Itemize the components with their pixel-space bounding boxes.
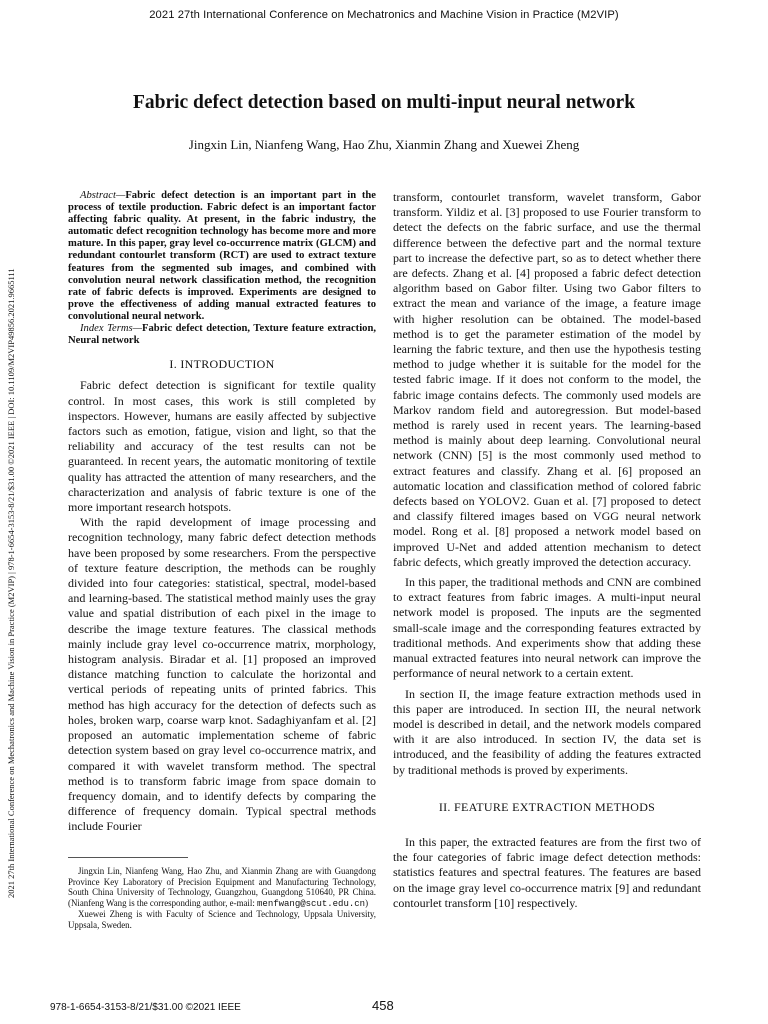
page-number: 458 bbox=[372, 998, 394, 1013]
abstract-text: Fabric defect detection is an important part in the process of textile production. Fabric defect is an important factor affecting fabric quality. At present, in the fabric industry, the automatic defect recognition technology has become more and more mature. In this paper, gray level co-occurrence matrix (GLCM) and redundant contourlet transform (RCT) are used to extract texture features from the segmented sub images, and combined with convolution neural network classification method, the recognition rate of fabric defects is improved. Experiments are designed to prove the effectiveness of adding manual extracted features to convolutional neural network. bbox=[68, 190, 376, 322]
index-terms-text: Fabric defect detection, Texture feature extraction, Neural network bbox=[68, 323, 376, 347]
author-list: Jingxin Lin, Nianfeng Wang, Hao Zhu, Xianmin Zhang and Xuewei Zheng bbox=[188, 137, 580, 152]
intro-paragraph-1: Fabric defect detection is significant for textile quality control. In most cases, this work is still completed by inspectors. However, humans are easily affected by subjective factors such as emotion, fatigue, vision and light, so that the reliability and accuracy of the test results can not be guaranteed. In recent years, the automatic monitoring of textile quality has attracted the attention of many researchers, and the characterization and analysis of fabric texture is one of the more important research hotspots. bbox=[68, 378, 376, 515]
index-terms-lead: Index Terms— bbox=[80, 323, 143, 335]
intro-paragraph-2: With the rapid development of image processing and recognition technology, many fabric defect detection methods have been proposed by some researchers. From the perspective of texture feature description, the methods can be roughly divided into four categories: statistical, spectral, model-based and learning-based. The statistical method mainly uses the gray value and spatial distribution of each pixel in the image to describe the image texture features. The classical methods mainly include gray level co-occurrence matrix, morphology, histogram analysis. Biradar et al. [1] proposed an improved distance matching function to calculate the horizontal and vertical periods of repeating units of printed fabrics. This method has high accuracy for the detection of defects such as holes, broken warp, coarse warp knot. Sadaghiyanfam et al. [2] proposed an automatic implementation scheme of fabric detection system based on gray level co-occurrence matrix, and compared it with wavelet transform method. The spectral method is to transform fabric image from space domain to frequency domain, and to identify defects by comparing the difference of frequency domain. Typical spectral methods include Fourier bbox=[68, 515, 376, 834]
corresponding-email: menfwang@scut.edu.cn bbox=[257, 898, 366, 909]
index-terms bbox=[68, 323, 376, 347]
intro-paragraph-3: transform, contourlet transform, wavelet transform, Gabor transform. Yildiz et al. [3] proposed to use Fourier transform to detect the defects on the fabric surface, and use the thermal difference between the defective part and the normal texture part to increase the defective part, so as to detect whether there are defects. Zhang et al. [4] proposed a fabric defect detection algorithm based on Gabor filter. Using two Gabor filters to extract the mean and variance of the image, a feature image with higher resolution can be obtained. The model-based method is to get the parameter estimation of the model by learning the fabric texture, and then use the hypothesis testing method to judge whether it is suitable for the model for the tested fabric image. If it does not conform to the model, the fabric image contains defects. The commonly used models are Markov random field and autoregression. But model-based method is rarely used in recent years. The learning-based method is mainly about deep learning. Convolutional neural network (CNN) [5] is the most commonly used method to extract features and classify. Zhang et al. [6] proposed an automatic location and classification method of colored fabric defects based on YOLOV2. Guan et al. [7] proposed to detect and classify filtered images based on VGG neural network model. Rong et al. [8] proposed a network model based on improved U-Net and added attention mechanism to detect fabric defects, which greatly improved the detection accuracy. bbox=[393, 190, 701, 569]
abstract bbox=[68, 190, 376, 323]
isbn-footer: 978-1-6654-3153-8/21/$31.00 ©2021 IEEE bbox=[50, 1002, 241, 1013]
footnotes bbox=[68, 866, 376, 931]
footnote-affiliation-2: Xuewei Zheng is with Faculty of Science and Technology, Uppsala University, Uppsala, Sweden. bbox=[68, 909, 376, 930]
left-column bbox=[68, 190, 376, 835]
paper-title: Fabric defect detection based on multi-input neural network bbox=[132, 92, 636, 113]
intro-paragraph-4: In this paper, the traditional methods and CNN are combined to extract features from fabric images. A multi-input neural network model is proposed. The inputs are the segmented small-scale image and the corresponding features extracted by traditional methods. And experiments show that adding these manual extracted features into neural network can improve the performance of neural network to a certain extent. bbox=[393, 575, 701, 681]
section-heading-introduction: I. INTRODUCTION bbox=[169, 357, 275, 372]
doi-sidebar-text: 2021 27th International Conference on Mechatronics and Machine Vision in Practice (M2VIP) | 978-1-6654-3153-8/21/$31.00 ©2021 IEEE | DOI: 10.1109/M2VIP49856.2021.9665111 bbox=[6, 268, 16, 898]
conference-header: 2021 27th International Conference on Mechatronics and Machine Vision in Practice (M2VIP) bbox=[149, 9, 619, 21]
feature-paragraph-1: In this paper, the extracted features are from the first two of the four categories of fabric image defect detection methods: statistics features and spectral features. The features are based on the image gray level co-occurrence matrix [9] and redundant contourlet transform [10] respectively. bbox=[393, 834, 701, 910]
side-margin bbox=[6, 128, 18, 898]
footnote-divider bbox=[68, 857, 188, 858]
right-column bbox=[393, 190, 701, 911]
footnote-1-end: ) bbox=[365, 897, 369, 908]
footnote-affiliation-1 bbox=[68, 866, 376, 909]
abstract-lead: Abstract— bbox=[80, 190, 126, 201]
footnote-1-text: Jingxin Lin, Nianfeng Wang, Hao Zhu, and Xianmin Zhang are with Guangdong Province Key Laboratory of Precision Equipment and Manufacturing Technology, South China University of Technology, Guangzhou, Guangdong 510640, PR China. (Nianfeng Wang is the corresponding author, e-mail: bbox=[68, 866, 376, 908]
section-heading-feature-extraction: II. FEATURE EXTRACTION METHODS bbox=[438, 799, 656, 814]
intro-paragraph-5: In section II, the image feature extraction methods used in this paper are introduced. In section III, the neural network model is described in detail, and the network models compared with it are also introduced. In section IV, the data set is introduced, and the feasibility of adding the features extracted by traditional methods is proved by experiments. bbox=[393, 686, 701, 777]
